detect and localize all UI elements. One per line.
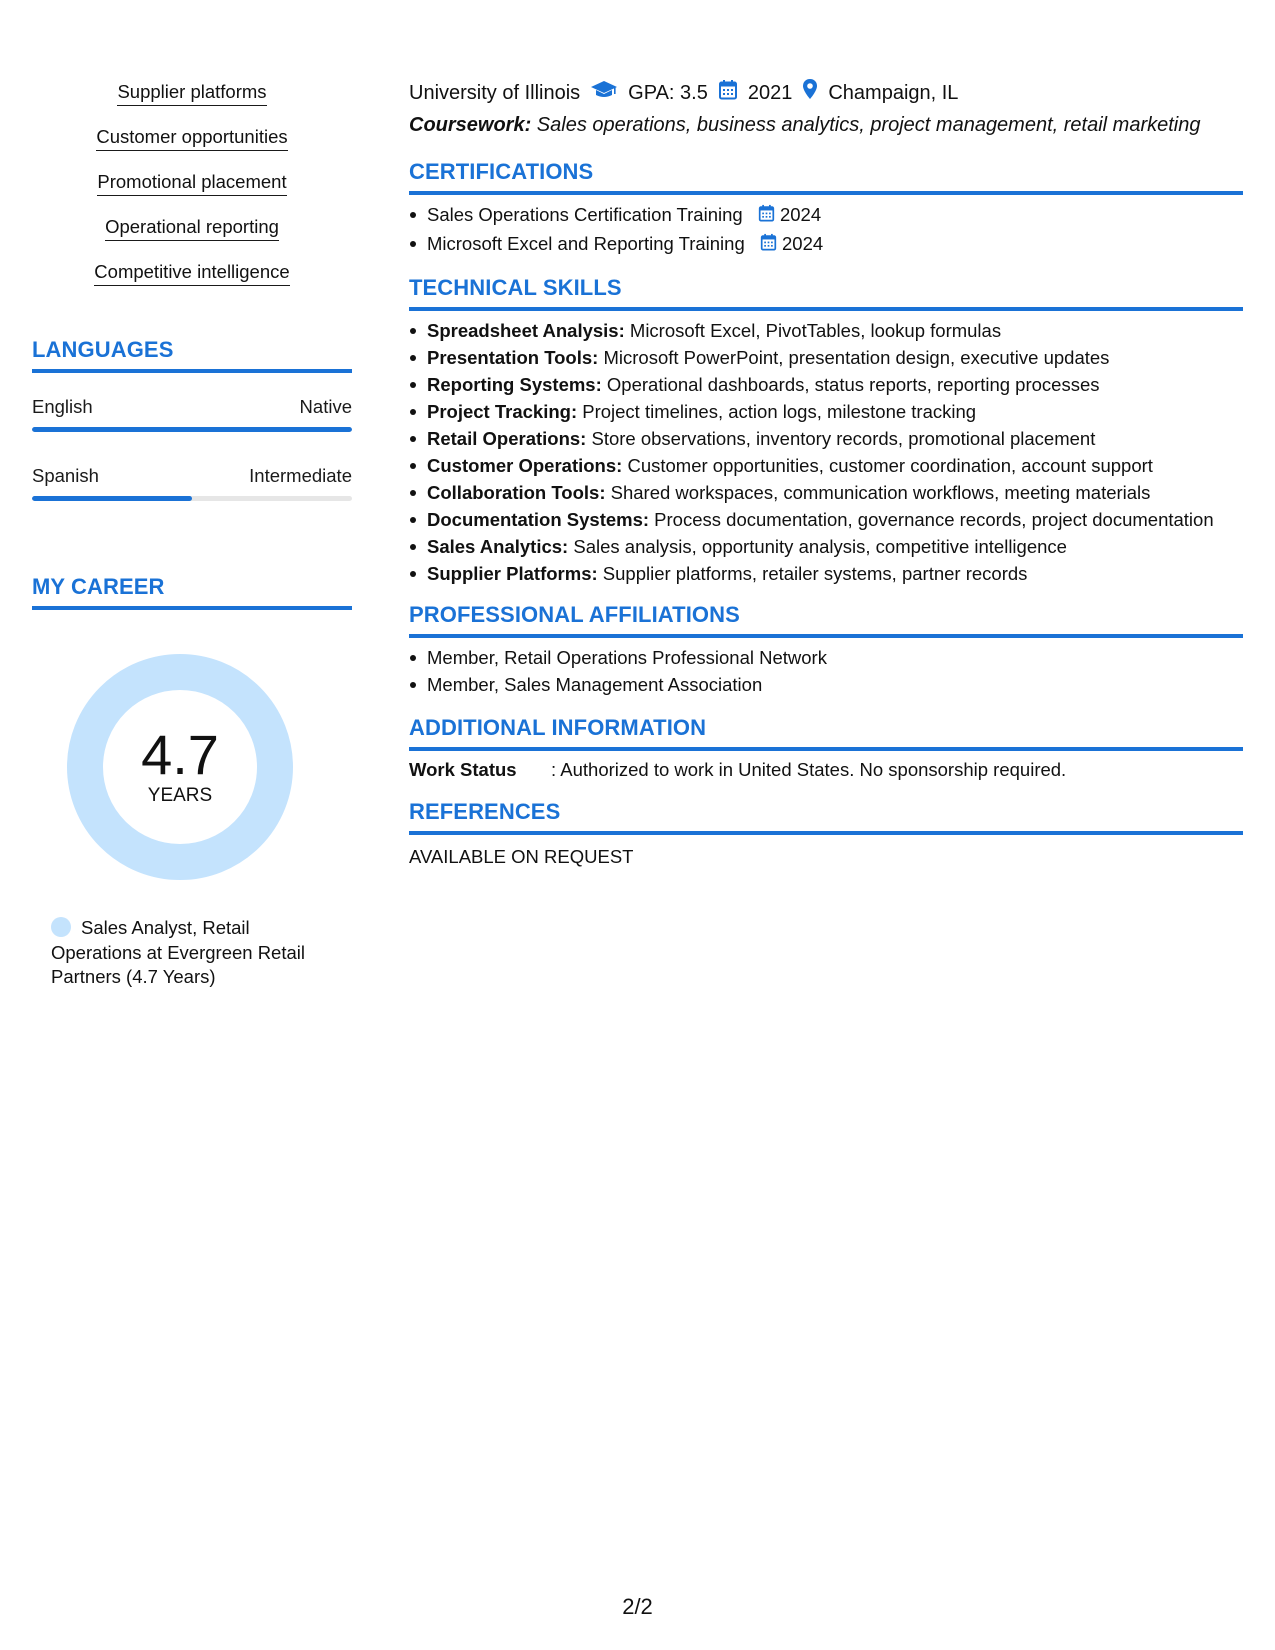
skill-item (409, 317, 1243, 344)
certification-item (409, 201, 1243, 230)
skill-item (409, 371, 1243, 398)
additional-info-title: ADDITIONAL INFORMATION (409, 714, 707, 740)
section-divider (409, 307, 1243, 311)
skill-item (409, 560, 1243, 587)
skill-text: Process documentation, governance records, project documentation (649, 508, 1214, 530)
career-legend-text: Sales Analyst, Retail Operations at Evergreen Retail Partners (4.7 Years) (51, 917, 305, 987)
skill-text: Sales analysis, opportunity analysis, competitive intelligence (568, 535, 1067, 557)
certification-year: 2024 (782, 233, 824, 255)
coursework (409, 112, 1243, 138)
career-title: MY CAREER (32, 574, 165, 599)
skill-label: Spreadsheet Analysis: (427, 319, 625, 341)
skill-tag: Competitive intelligence (94, 260, 289, 286)
language-level: Native (299, 396, 352, 417)
skill-item (409, 344, 1243, 371)
languages-title: LANGUAGES (32, 337, 174, 362)
career-section (32, 573, 352, 990)
affiliations-title: PROFESSIONAL AFFILIATIONS (409, 601, 740, 627)
language-level: Intermediate (249, 465, 352, 486)
skill-tag: Supplier platforms (117, 80, 266, 106)
affiliations-list (409, 644, 1243, 698)
section-divider (409, 747, 1243, 751)
language-proficiency-bar (32, 496, 352, 501)
references-text: AVAILABLE ON REQUEST (409, 845, 634, 867)
language-proficiency-bar (32, 427, 352, 432)
skill-item (409, 479, 1243, 506)
languages-section (32, 336, 352, 501)
skill-label: Documentation Systems: (427, 508, 650, 530)
affiliation-item: Member, Sales Management Association (409, 671, 1243, 698)
skill-label: Presentation Tools: (427, 346, 599, 368)
career-donut (67, 654, 293, 880)
main-content (409, 78, 1243, 869)
location-pin-icon (802, 78, 818, 107)
technical-skills-title: TECHNICAL SKILLS (409, 274, 622, 300)
language-item (32, 464, 352, 501)
certification-name: Microsoft Excel and Reporting Training (427, 233, 745, 255)
affiliations-section (409, 601, 1243, 698)
skill-tag: Operational reporting (105, 215, 279, 241)
certification-year: 2024 (779, 204, 822, 225)
graduation-year: 2021 (747, 81, 793, 104)
skill-item (409, 506, 1243, 533)
skill-label: Reporting Systems: (427, 373, 602, 395)
skill-label: Supplier Platforms: (427, 562, 598, 584)
skill-text: Microsoft PowerPoint, presentation design, executive updates (598, 346, 1110, 368)
section-divider (409, 831, 1243, 835)
skill-label: Project Tracking: (427, 400, 578, 422)
skill-item (409, 398, 1243, 425)
school-name: University of Illinois (409, 81, 581, 104)
certifications-list (409, 201, 1243, 260)
career-years-unit: YEARS (147, 785, 213, 806)
skill-label: Retail Operations: (427, 427, 587, 449)
work-status (409, 758, 1243, 782)
certification-item (409, 230, 1243, 259)
skill-tag: Customer opportunities (96, 125, 287, 151)
coursework-text: Sales operations, business analytics, project management, retail marketing (531, 114, 1201, 136)
skill-item (409, 452, 1243, 479)
skill-text: Shared workspaces, communication workflows, meeting materials (605, 481, 1151, 503)
skill-label: Collaboration Tools: (427, 481, 606, 503)
references-title: REFERENCES (409, 798, 561, 824)
language-proficiency-fill (32, 496, 192, 501)
references-section (409, 798, 1243, 869)
language-name: Spanish (32, 465, 99, 486)
skill-text: Project timelines, action logs, milestone tracking (577, 400, 977, 422)
certifications-section (409, 158, 1243, 260)
calendar-icon (758, 202, 775, 231)
career-legend (51, 916, 321, 990)
skill-text: Customer opportunities, customer coordination, account support (622, 454, 1153, 476)
calendar-icon (718, 79, 738, 107)
language-item (32, 395, 352, 432)
calendar-icon (760, 231, 777, 260)
skill-text: Supplier platforms, retailer systems, partner records (597, 562, 1028, 584)
skill-label: Customer Operations: (427, 454, 623, 476)
education-line (409, 78, 1243, 107)
additional-info-section (409, 714, 1243, 782)
skill-text: Operational dashboards, status reports, reporting processes (601, 373, 1100, 395)
skill-tag: Promotional placement (97, 170, 286, 196)
technical-skills-list (409, 317, 1243, 587)
work-status-label: Work Status (409, 758, 517, 780)
legend-dot (51, 917, 71, 937)
coursework-label: Coursework: (409, 114, 532, 136)
technical-skills-section (409, 274, 1243, 587)
education-section (409, 78, 1243, 138)
certification-name: Sales Operations Certification Training (427, 204, 743, 225)
section-divider (409, 634, 1243, 638)
certifications-title: CERTIFICATIONS (409, 159, 594, 184)
skill-label: Sales Analytics: (427, 535, 569, 557)
page-number: 2/2 (622, 1594, 653, 1619)
section-divider (409, 191, 1243, 195)
skill-tags (32, 80, 352, 286)
section-divider (32, 369, 352, 373)
skill-item (409, 425, 1243, 452)
language-name: English (32, 396, 93, 417)
school-location: Champaign, IL (828, 81, 959, 104)
career-donut-center (67, 654, 293, 880)
skill-item (409, 533, 1243, 560)
sidebar (32, 80, 352, 990)
language-proficiency-fill (32, 427, 352, 432)
work-status-value: : Authorized to work in United States. No sponsorship required. (551, 758, 1067, 780)
gpa: GPA: 3.5 (628, 81, 708, 104)
skill-text: Microsoft Excel, PivotTables, lookup formulas (624, 319, 1002, 341)
skill-text: Store observations, inventory records, promotional placement (586, 427, 1096, 449)
affiliation-item: Member, Retail Operations Professional Network (409, 644, 1243, 671)
graduation-cap-icon (590, 79, 618, 106)
section-divider (32, 606, 352, 610)
career-total-years: 4.7 (141, 723, 219, 786)
